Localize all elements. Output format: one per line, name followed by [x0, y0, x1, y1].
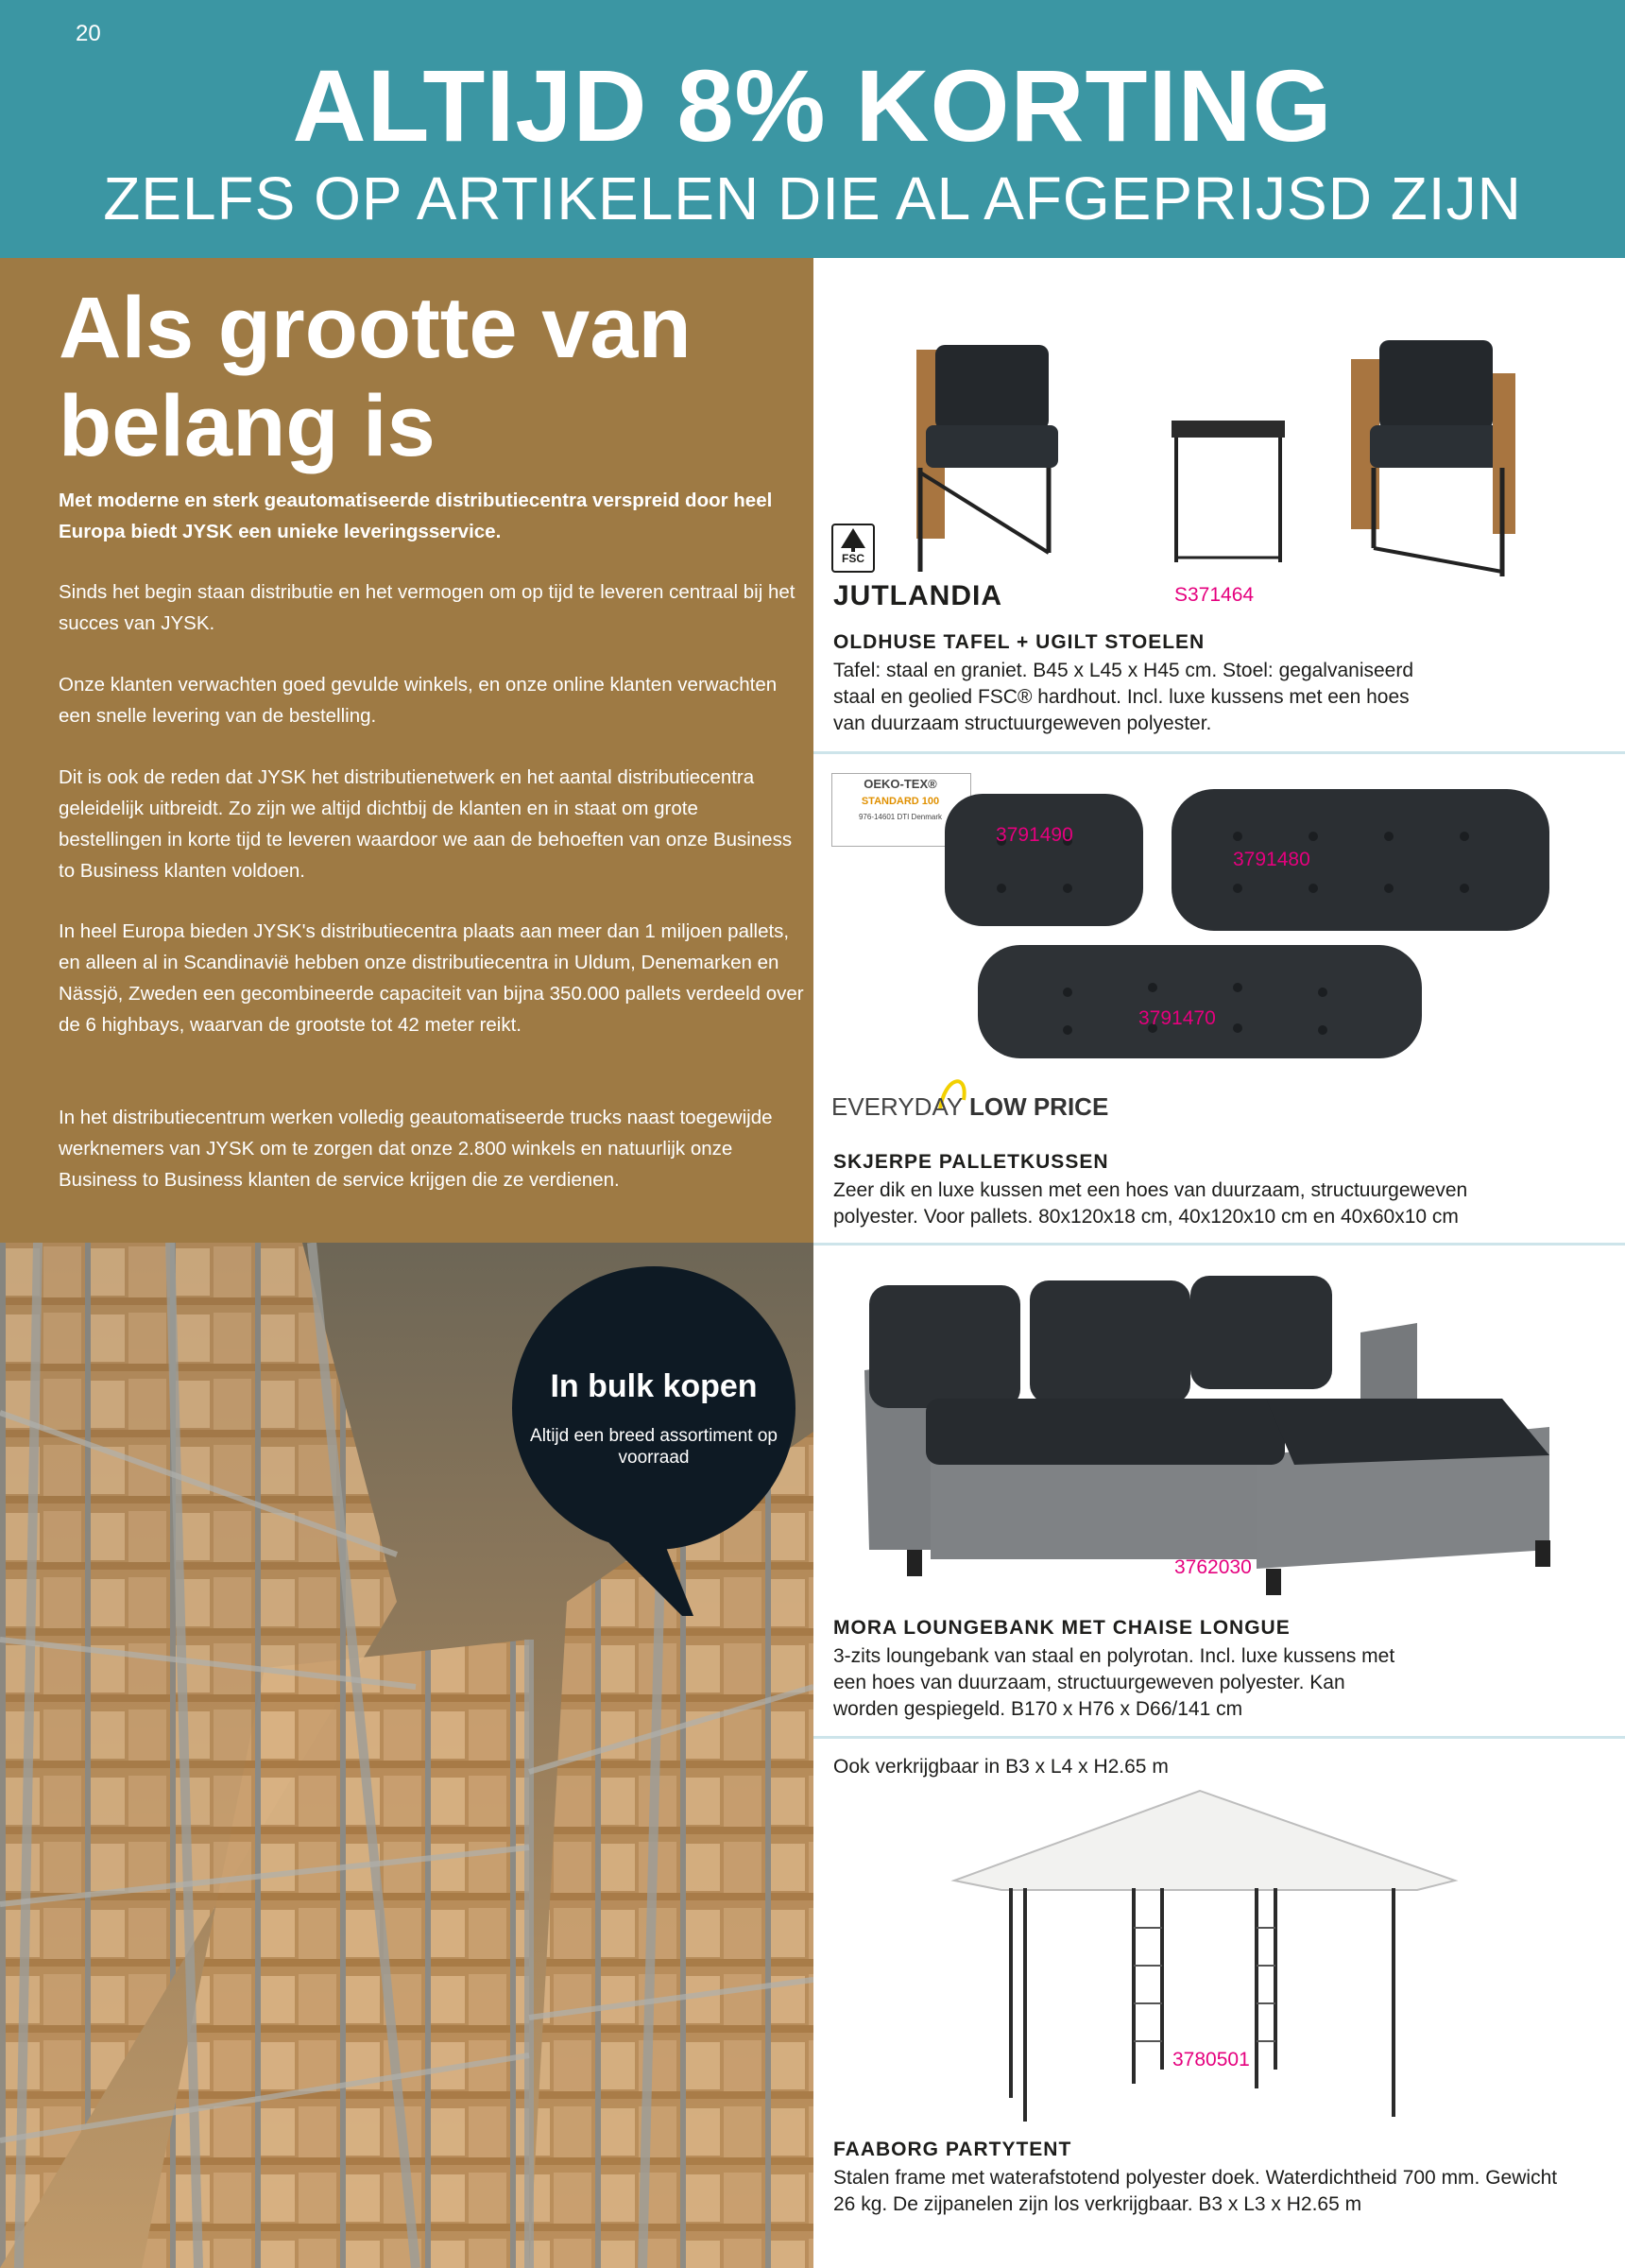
fsc-logo [831, 524, 875, 573]
sku-label: 3791490 [996, 824, 1073, 846]
bubble-title: In bulk kopen [550, 1368, 758, 1404]
product-name: SKJERPE PALLETKUSSEN [833, 1151, 1109, 1173]
product-description: Zeer dik en luxe kussen met een hoes van duurzaam, structuurgeweven polyester. Voor pallets. 80x120x18 cm, 40x120x10 cm en 40x60x10 cm [833, 1179, 1468, 1228]
bubble-text: Altijd een breed assortiment op voorraad [530, 1426, 778, 1468]
article-paragraph: Onze klanten verwachten goed gevulde winkels, en onze online klanten verwachten een snelle levering van de bestelling. [59, 674, 778, 727]
sku-label: 3791480 [1233, 849, 1310, 870]
product-note: Ook verkrijgbaar in B3 x L4 x H2.65 m [833, 1756, 1169, 1778]
article-lead: Met moderne en sterk geautomatiseerde distributiecentra verspreid door heel Europa biedt JYSK een unieke leveringsservice. [59, 490, 773, 542]
elp-bold: LOW PRICE [968, 1092, 1109, 1121]
fsc-label: FSC [842, 552, 864, 565]
section-divider [813, 1736, 1625, 1739]
page-number: 20 [76, 21, 101, 46]
section-divider [813, 751, 1625, 754]
brand-jutlandia: JUTLANDIA [833, 580, 1002, 611]
section-divider [813, 1243, 1625, 1246]
banner-headline: ALTIJD 8% KORTING [292, 48, 1333, 163]
product-name: OLDHUSE TAFEL + UGILT STOELEN [833, 631, 1206, 653]
article-paragraph: Dit is ook de reden dat JYSK het distributienetwerk en het aantal distributiecentra geleidelijk uitbreidt. Zo zijn we altijd dichtbij de klanten en in staat om grote bestellingen in korte tijd te leveren waardoor we aan de behoeften van onze Business to Business klanten voldoen. [59, 766, 793, 882]
article-paragraph: In heel Europa bieden JYSK's distributiecentra plaats aan meer dan 1 miljoen pallets, en alleen al in Scandinavië hebben onze distributiecentra in Uldum, Denemarken en Nässjö, Zweden een gecombineerde capaciteit van bijna 350.000 pallets verdeeld over de 6 highbays, waarvan de grootste tot 42 meter reikt. [59, 920, 804, 1036]
article-title: Als grootte van belang is [59, 280, 692, 474]
sku-label: 3780501 [1172, 2049, 1250, 2070]
sku-label: 3791470 [1138, 1007, 1216, 1029]
article-paragraph: Sinds het begin staan distributie en het vermogen om op tijd te leveren centraal bij het succes van JYSK. [59, 581, 795, 634]
product-name: MORA LOUNGEBANK MET CHAISE LONGUE [833, 1617, 1291, 1639]
tree-icon [833, 525, 873, 554]
oeko-tex-title: OEKO-TEX® [864, 777, 937, 791]
article-panel [0, 258, 813, 1243]
article-paragraph: In het distributiecentrum werken volledig geautomatiseerde trucks naast toegewijde werknemers van JYSK om te zorgen dat onze 2.800 winkels en natuurlijk onze Business to Business klanten de service krijgen die ze verdienen. [59, 1107, 773, 1191]
product-image-party-tent [945, 1786, 1474, 2136]
elp-prefix: EVERYDAY [831, 1092, 963, 1121]
everyday-low-price-label [831, 1092, 1108, 1122]
product-description: Stalen frame met waterafstotend polyester doek. Waterdichtheid 700 mm. Gewicht 26 kg. De zijpanelen zijn los verkrijgbaar. B3 x L3 x H2.65 m [833, 2167, 1558, 2215]
banner-subheadline: ZELFS OP ARTIKELEN DIE AL AFGEPRIJSD ZIJN [103, 164, 1522, 232]
oeko-tex-standard: STANDARD 100 [861, 796, 940, 807]
product-image-table-chairs [907, 331, 1549, 586]
sku-label: 3762030 [1174, 1556, 1252, 1578]
product-description: Tafel: staal en graniet. B45 x L45 x H45 cm. Stoel: gegalvaniseerd staal en geolied FSC® hardhout. Incl. luxe kussens met een hoes van duurzaam structuurgeweven polyester. [833, 660, 1414, 734]
oeko-tex-code: 976-14601 DTI Denmark [858, 813, 943, 821]
product-description: 3-zits loungebank van staal en polyrotan. Incl. luxe kussens met een hoes van duurzaam, structuurgeweven polyester. Kan worden gespiegeld. B170 x H76 x D66/141 cm [833, 1645, 1395, 1720]
product-name: FAABORG PARTYTENT [833, 2139, 1072, 2160]
sku-label: S371464 [1174, 584, 1255, 606]
